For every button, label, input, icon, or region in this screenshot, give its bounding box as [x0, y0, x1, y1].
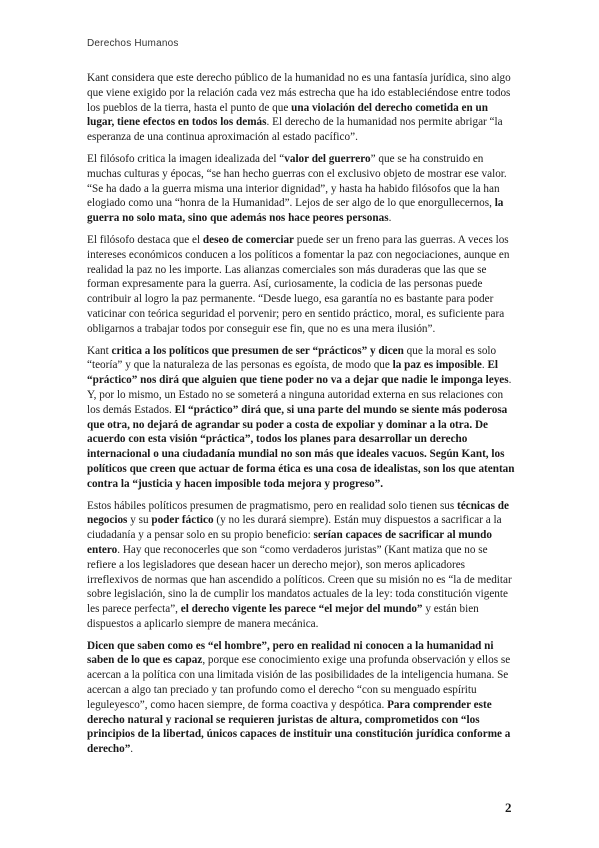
- bold-text-run: técnicas de negocios: [87, 499, 509, 527]
- page-number: 2: [505, 800, 512, 815]
- text-run: que la moral es solo “teoría” y que la naturaleza de las personas es egoísta, de modo que: [87, 344, 497, 372]
- document-body: [87, 71, 515, 764]
- bold-text-run: el derecho vigente les parece “el mejor del mundo”: [180, 603, 423, 616]
- text-run: Kant considera que este derecho público de la humanidad no es una fantasía jurídica, sino algo que viene exigido por la relación cada vez más estrecha que ha ido estableciéndose entre todos los pueblos de la tierra, hasta el punto de que: [87, 72, 511, 114]
- bold-text-run: serían capaces de sacrificar al mundo entero: [87, 529, 492, 556]
- bold-text-run: valor del guerrero: [284, 152, 371, 165]
- bold-text-run: El “práctico” dirá que, si una parte del mundo se siente más poderosa que otra, no dejará de agrandar su poder a costa de expoliar y dominar a la otra. De acuerdo con esta visión “práctica”, todos los planes para desarrollar un derecho internacional o una ciudadanía mundial no son más que ideales vacuos. Según Kant, los políticos que creen que actuar de forma ética es una cosa de idealistas, son los que atentan contra la “justicia y hacen imposible toda mejora y progreso”.: [87, 403, 515, 490]
- paragraph-4: [87, 344, 515, 492]
- text-run: .: [481, 359, 488, 372]
- text-run: .: [388, 212, 392, 225]
- text-run: El filósofo destaca que el: [87, 233, 203, 246]
- text-run: El filósofo critica la imagen idealizada del “: [87, 152, 285, 165]
- text-run: Kant: [87, 344, 112, 357]
- text-run: y están bien dispuestos a aplicarlo siempre de manera mecánica.: [87, 603, 479, 630]
- bold-text-run: Dicen que saben como es “el hombre”, pero en realidad ni conocen a la humanidad ni saben de lo que es capaz: [87, 639, 494, 667]
- bold-text-run: deseo de comerciar: [202, 233, 294, 246]
- document-header: Derechos Humanos: [87, 38, 179, 49]
- text-run: (y no les durará siempre). Están muy dispuestos a sacrificar a la ciudadanía y a pensar solo en su propio beneficio:: [87, 514, 502, 542]
- bold-text-run: una violación del derecho cometida en un lugar, tiene efectos en todos los demás: [87, 101, 488, 129]
- paragraph-5: [87, 499, 515, 632]
- text-run: ” que se ha construido en muchas culturas y épocas, “se han hecho guerras con el exclusivo objeto de mostrar ese valor. “Se ha dado a la guerra misma una interior dignidad”, y hasta ha habido filósofos que la han elogiado como una “honra de la Humanidad”. Lejos de ser algo de lo que enorgullecernos,: [87, 152, 507, 210]
- paragraph-2: [87, 152, 515, 226]
- paragraph-6: [87, 639, 515, 757]
- bold-text-run: la paz es imposible: [392, 359, 482, 372]
- text-run: . Hay que reconocerles que son “como verdaderos juristas” (Kant matiza que no se refiere a los legisladores que desean hacer un derecho mejor), son meros aplicadores irreflexivos de normas que han ascendido a políticos. Creen que su misión no es “la de meditar sobre legislación, sino la de cumplir los mandatos actuales de la ley: toda constitución vigente les parece perfecta”,: [87, 543, 512, 616]
- text-run: Estos hábiles políticos presumen de pragmatismo, pero en realidad solo tienen sus: [87, 499, 458, 512]
- text-run: , porque ese conocimiento exige una profunda observación y ellos se acercan a la política con una limitada visión de las posibilidades de la inteligencia humana. Se acercan a algo tan preciado y tan profundo como el derecho “con su menguado espíritu leguleyesco”, como hacen siempre, de forma coactiva y despótica.: [87, 654, 511, 711]
- text-run: .: [130, 743, 134, 756]
- bold-text-run: la guerra no solo mata, sino que además nos hace peores personas: [87, 197, 504, 225]
- bold-text-run: poder fáctico: [151, 514, 214, 527]
- bold-text-run: El “práctico” nos dirá que alguien que tiene poder no va a dejar que nadie le imponga leyes: [87, 359, 509, 387]
- text-run: . Y, por lo mismo, un Estado no se someterá a ninguna autoridad externa en sus relaciones con los demás Estados.: [87, 374, 512, 416]
- text-run: puede ser un freno para las guerras. A veces los intereses económicos conducen a los políticos a fomentar la paz con negociaciones, aunque en realidad la paz no les importe. Las alianzas comerciales son más duraderas que las que se forman expresamente para la guerra. Así, curiosamente, la codicia de las personas puede contribuir al logro la paz permanente. “Desde luego, esa garantía no es bastante para poder vaticinar con teórica seguridad el porvenir; pero en sentido práctico, moral, es suficiente para obligarnos a trabajar todos por conseguir ese fin, que no es una mera ilusión”.: [87, 233, 510, 335]
- paragraph-3: [87, 233, 515, 337]
- paragraph-1: [87, 71, 515, 145]
- bold-text-run: Para comprender este derecho natural y racional se requieren juristas de altura, comprometidos con “los principios de la libertad, únicos capaces de instituir una constitución jurídica conforme a derecho”: [87, 698, 511, 756]
- text-run: y su: [127, 514, 152, 527]
- bold-text-run: critica a los políticos que presumen de ser “prácticos” y dicen: [111, 344, 404, 357]
- text-run: . El derecho de la humanidad nos permite abrigar “la esperanza de una continua aproximación al estado pacífico”.: [87, 116, 503, 144]
